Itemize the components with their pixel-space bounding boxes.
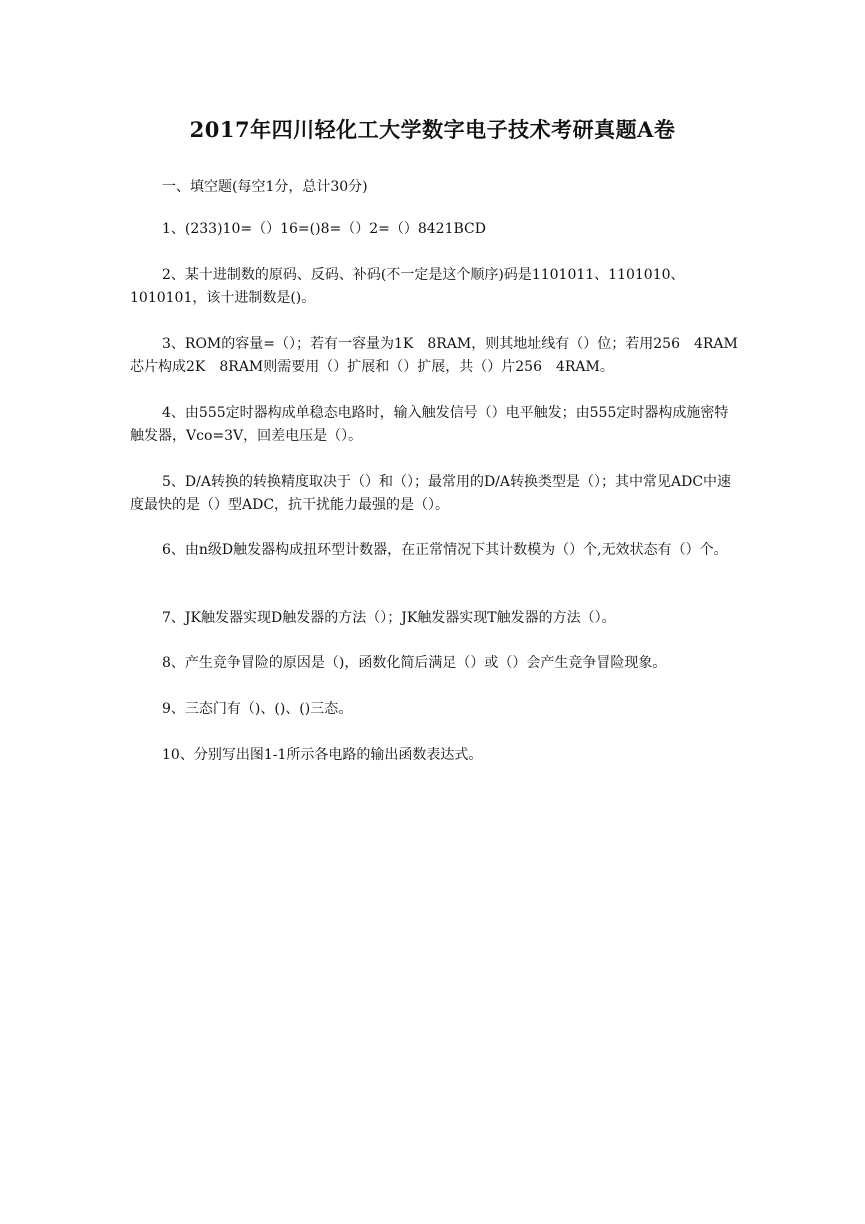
- question-5: 5、D/A转换的转换精度取决于（）和（）；最常用的D/A转换类型是（）；其中常见ADC中速度最快的是（）型ADC，抗干扰能力最强的是（）。: [130, 474, 732, 513]
- document-title: 2017年四川轻化工大学数字电子技术考研真题A卷: [189, 117, 676, 142]
- question-4: 4、由555定时器构成单稳态电路时，输入触发信号（）电平触发；由555定时器构成施密特触发器，Vco=3V，回差电压是（）。: [130, 405, 729, 444]
- question-3: 3、ROM的容量=（）；若有一容量为1K 8RAM，则其地址线有（）位；若用256 4RAM芯片构成2K 8RAM则需要用（）扩展和（）扩展，共（）片256 4RAM。: [130, 336, 738, 375]
- question-9: 9、三态门有（)、()、()三态。: [162, 701, 353, 717]
- question-8: 8、产生竞争冒险的原因是（)，函数化简后满足（）或（）会产生竞争冒险现象。: [162, 655, 667, 671]
- question-7: 7、JK触发器实现D触发器的方法（）；JK触发器实现T触发器的方法（）。: [162, 610, 616, 626]
- section-heading: 一、填空题(每空1分，总计30分): [162, 179, 368, 195]
- question-6: 6、由n级D触发器构成扭环型计数器，在正常情况下其计数模为（）个,无效状态有（）个。: [162, 542, 728, 558]
- question-10: 10、分别写出图1-1所示各电路的输出函数表达式。: [162, 747, 483, 763]
- question-1: 1、(233)10=（）16=()8=（）2=（）8421BCD: [162, 221, 486, 237]
- question-2: 2、某十进制数的原码、反码、补码(不一定是这个顺序)码是1101011、1101010、1010101，该十进制数是()。: [130, 267, 685, 306]
